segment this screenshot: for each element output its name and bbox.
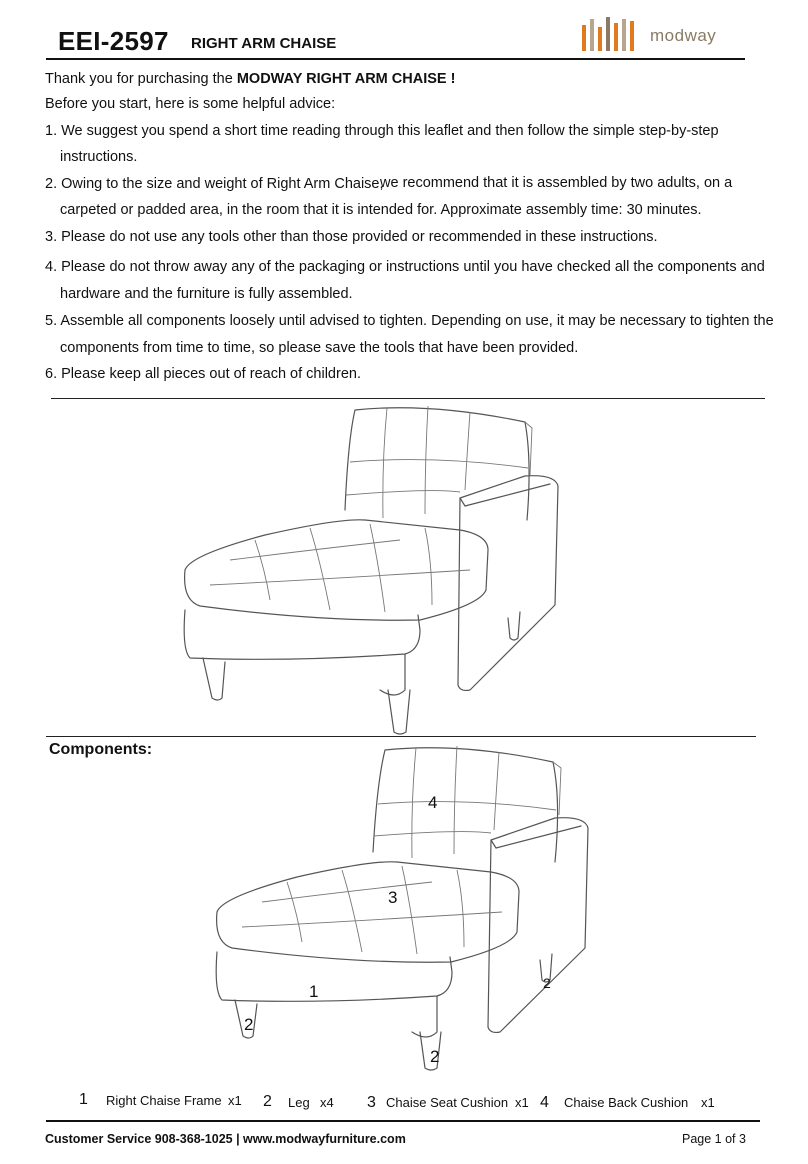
thanks-product: MODWAY RIGHT ARM CHAISE ! bbox=[236, 71, 456, 87]
callout-back-cushion: 4 bbox=[428, 793, 438, 812]
component-3-number: 3 bbox=[367, 1094, 376, 1111]
component-4-number: 4 bbox=[540, 1094, 549, 1111]
instruction-2b: we recommend that it is assembled by two adults, on a bbox=[380, 175, 733, 191]
component-3-name: Chaise Seat Cushion bbox=[386, 1095, 509, 1110]
footer-rule bbox=[46, 1120, 760, 1122]
component-4-name: Chaise Back Cushion bbox=[564, 1095, 689, 1110]
instruction-6: 6. Please keep all pieces out of reach of children. bbox=[45, 366, 361, 382]
component-3-qty: x1 bbox=[515, 1095, 529, 1110]
divider-components bbox=[46, 736, 756, 737]
divider-top bbox=[51, 398, 765, 399]
advice-line: Before you start, here is some helpful advice: bbox=[45, 96, 336, 112]
instruction-2a: 2. Owing to the size and weight of Right Arm Chaise, bbox=[45, 176, 384, 192]
component-4-qty: x1 bbox=[701, 1095, 715, 1110]
thanks-prefix: Thank you for purchasing the bbox=[45, 71, 237, 87]
callout-frame: 1 bbox=[309, 982, 319, 1001]
instruction-4-cont: hardware and the furniture is fully assembled. bbox=[60, 286, 353, 302]
callout-seat-cushion: 3 bbox=[388, 888, 398, 907]
instruction-1-cont: instructions. bbox=[60, 149, 138, 165]
product-code: EEI-2597 bbox=[58, 26, 169, 56]
component-1-name: Right Chaise Frame bbox=[106, 1093, 222, 1108]
header-rule bbox=[46, 58, 745, 60]
callout-leg-left: 2 bbox=[244, 1015, 254, 1034]
component-2-number: 2 bbox=[263, 1093, 272, 1110]
instruction-1: 1. We suggest you spend a short time reading through this leaflet and then follow the simple step-by-step bbox=[45, 123, 719, 139]
components-title: Components: bbox=[49, 741, 153, 758]
instruction-5: 5. Assemble all components loosely until advised to tighten. Depending on use, it may be necessary to tighten the bbox=[45, 313, 774, 329]
components-illustration bbox=[205, 740, 605, 1080]
thanks-line bbox=[45, 70, 455, 88]
chaise-illustration bbox=[170, 400, 570, 740]
instruction-4: 4. Please do not throw away any of the packaging or instructions until you have checked all the components and bbox=[45, 259, 765, 275]
brand-name: modway bbox=[650, 26, 717, 45]
callout-leg-right: 2 bbox=[543, 975, 551, 991]
instruction-5-cont: components from time to time, so please save the tools that have been provided. bbox=[60, 340, 579, 356]
component-2-name: Leg bbox=[288, 1095, 310, 1110]
component-2-qty: x4 bbox=[320, 1095, 334, 1110]
component-1-qty: x1 bbox=[228, 1093, 242, 1108]
instruction-3: 3. Please do not use any tools other than those provided or recommended in these instructions. bbox=[45, 229, 658, 245]
customer-service: Customer Service 908-368-1025 | www.modwayfurniture.com bbox=[45, 1132, 406, 1146]
component-1-number: 1 bbox=[79, 1091, 88, 1108]
callout-leg-front: 2 bbox=[430, 1047, 440, 1066]
page-number: Page 1 of 3 bbox=[682, 1132, 746, 1146]
instruction-2-cont: carpeted or padded area, in the room that it is intended for. Approximate assembly time: 30 minutes. bbox=[60, 202, 702, 218]
product-title: RIGHT ARM CHAISE bbox=[191, 35, 337, 52]
